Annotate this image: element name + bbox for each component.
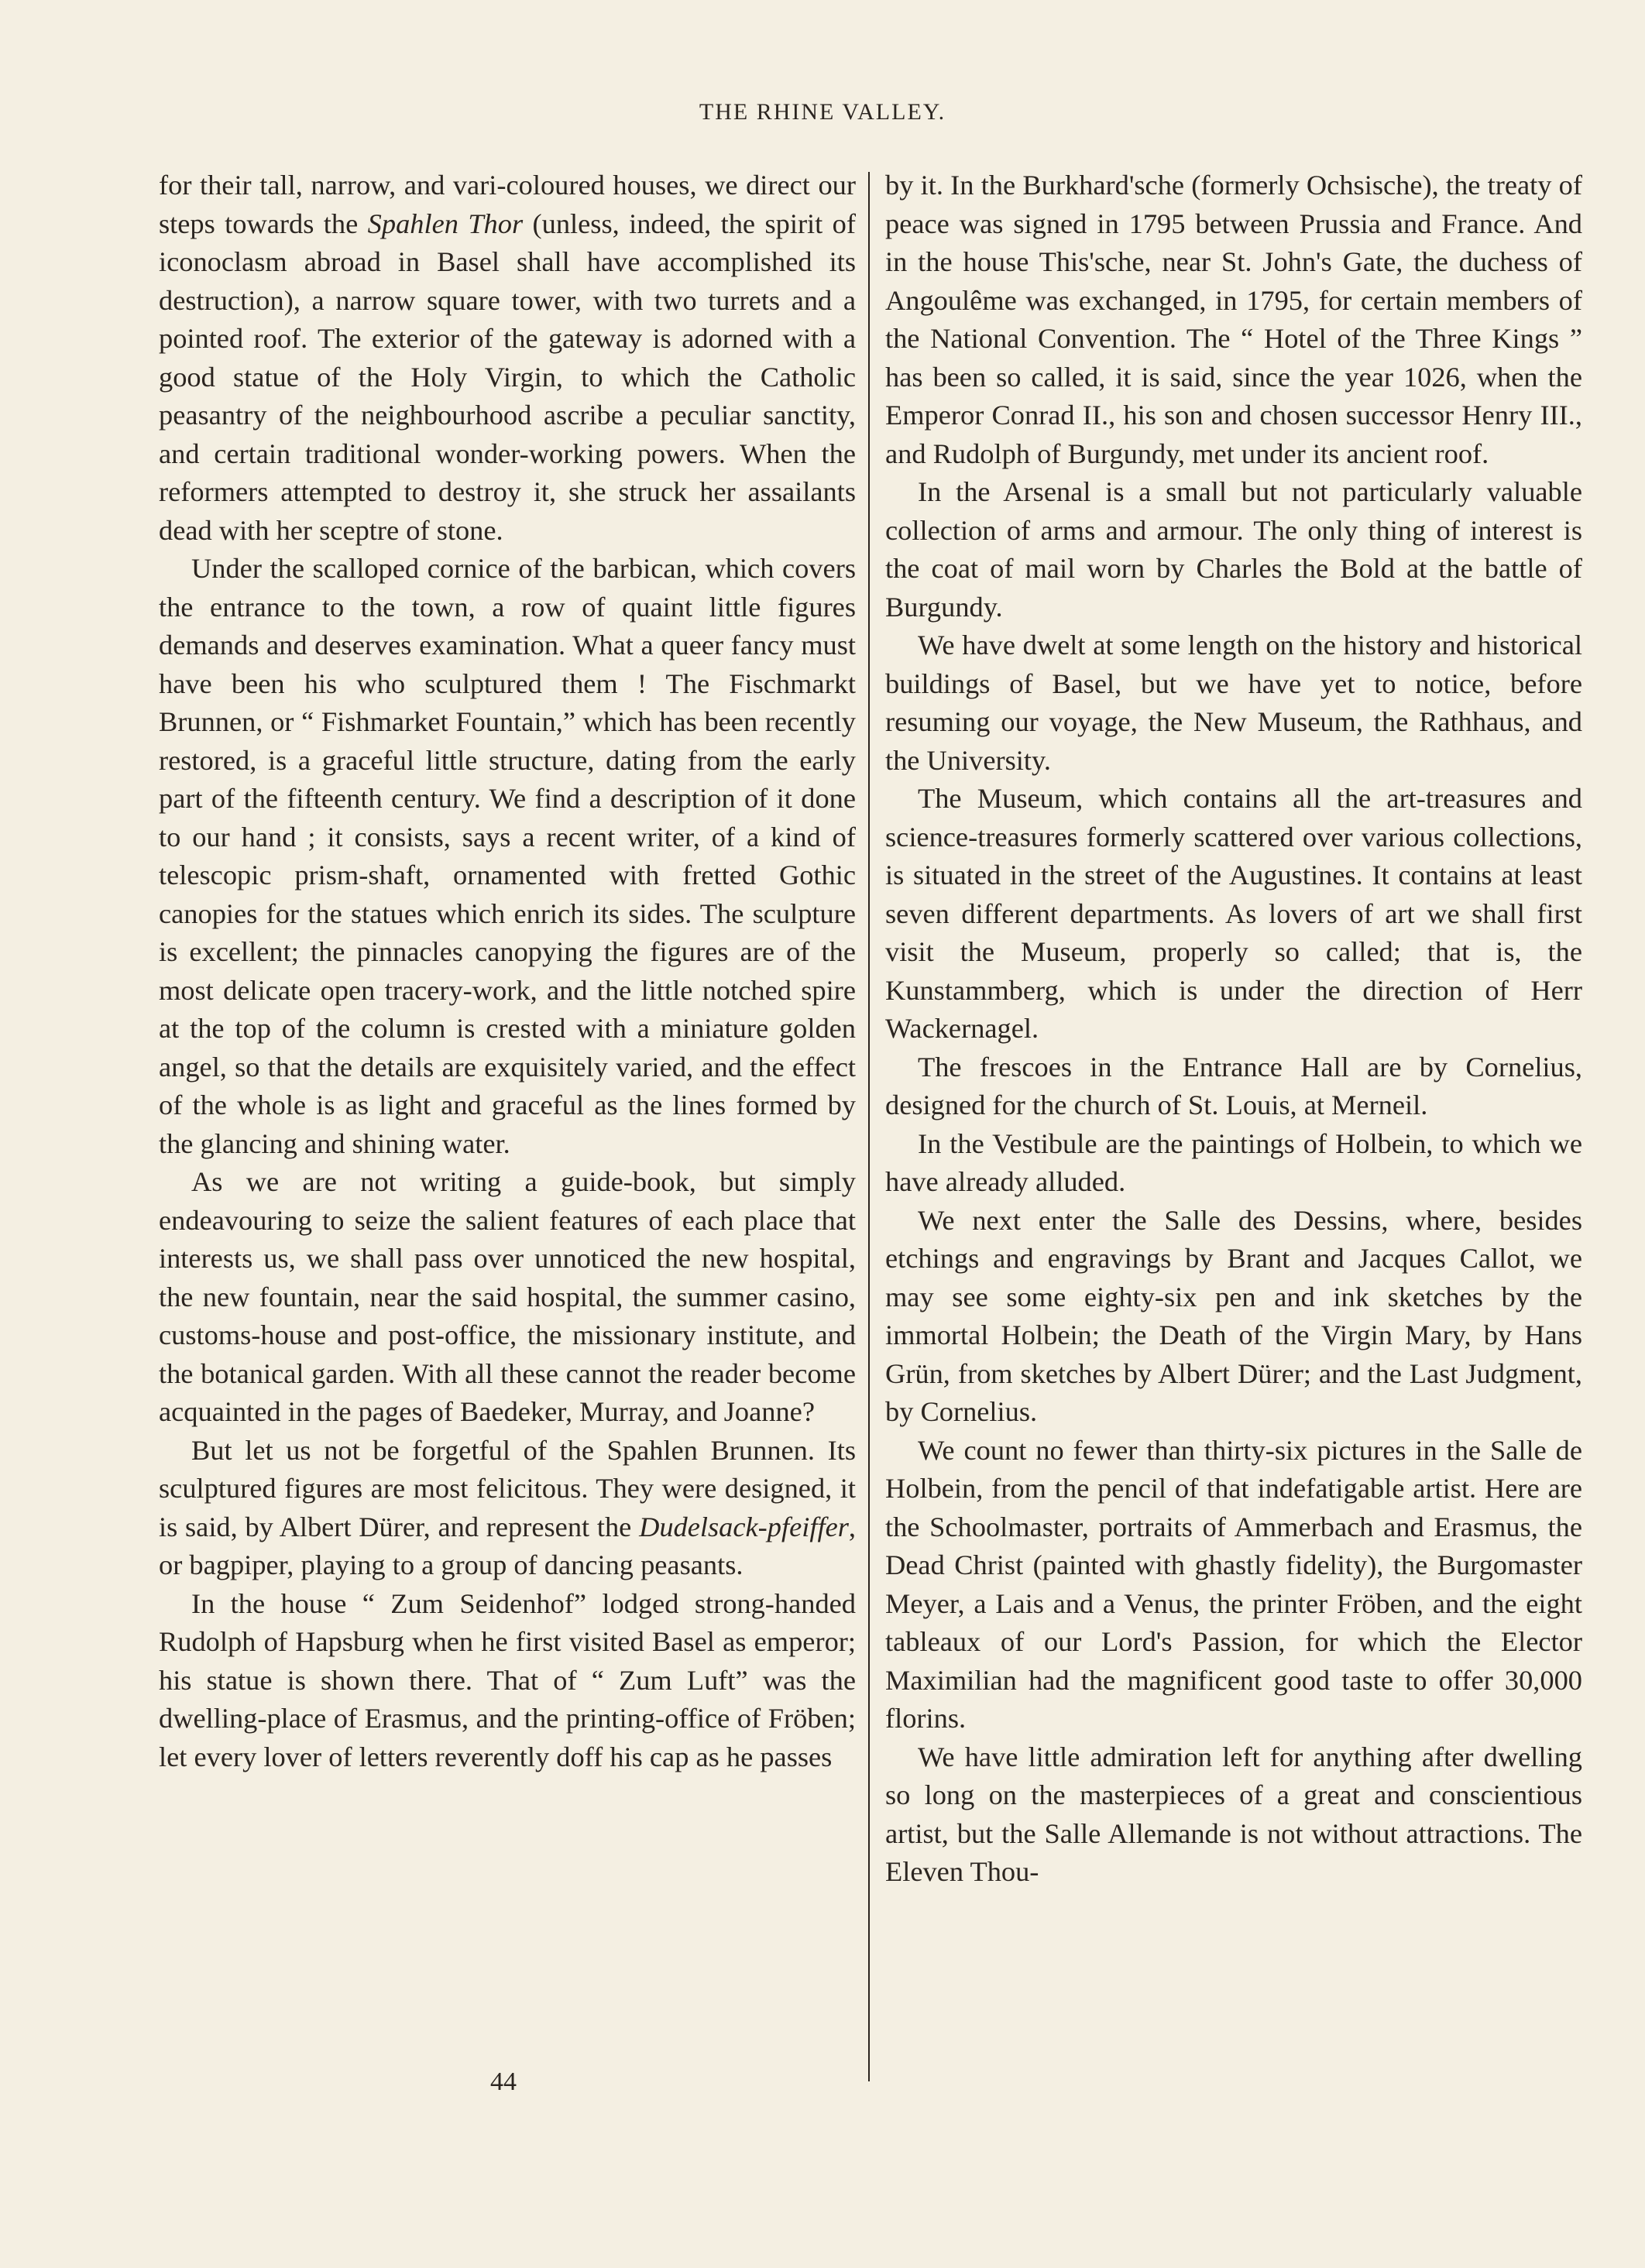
paragraph: In the Arsenal is a small but not particularly valuable collection of arms and armour. The only thing of interest is the coat of mail worn by Charles the Bold at the battle of Burgundy. <box>885 476 1582 623</box>
page-number: 44 <box>490 2067 517 2096</box>
paragraph: Under the scalloped cornice of the barbican, which covers the entrance to the town, a row of quaint little figures demands and deserves examination. What a queer fancy must have been his who sculptured them ! The Fischmarkt Brunnen, or “ Fishmarket Fountain,” which has been recently restored, is a graceful little structure, dating from the early part of the fifteenth century. We find a description of it done to our hand ; it consists, says a recent writer, of a kind of telescopic prism-shaft, ornamented with fretted Gothic canopies for the statues which enrich its sides. The sculpture is excellent; the pinnacles canopying the figures are of the most delicate open tracery-work, and the little notched spire at the top of the column is crested with a miniature golden angel, so that the details are exquisitely varied, and the effect of the whole is as light and graceful as the lines formed by the glancing and shining water. <box>159 553 856 1159</box>
paragraph: As we are not writing a guide-book, but simply endeavouring to seize the salient features of each place that interests us, we shall pass over unnoticed the new hospital, the new fountain, near the said hospital, the summer casino, customs-house and post-office, the missionary institute, and the botanical garden. With all these cannot the reader become acquainted in the pages of Baedeker, Murray, and Joanne? <box>159 1166 856 1427</box>
paragraph-text: for their tall, narrow, and vari-coloured houses, we direct our steps towards the <box>159 170 856 239</box>
paragraph: In the house “ Zum Seidenhof” lodged strong-handed Rudolph of Hapsburg when he first visited Basel as emperor; his statue is shown there. That of “ Zum Luft” was the dwelling-place of Erasmus, and the printing-office of Fröben; let every lover of letters reverently doff his cap as he passes <box>159 1587 856 1772</box>
italic-term: Spahlen Thor <box>367 208 524 239</box>
paragraph: We next enter the Salle des Dessins, where, besides etchings and engravings by Brant and Jacques Callot, we may see some eighty-six pen and ink sketches by the immortal Holbein; the Death of the Virgin Mary, by Hans Grün, from sketches by Albert Dürer; and the Last Judgment, by Cornelius. <box>885 1204 1582 1427</box>
paragraph: We have dwelt at some length on the history and historical buildings of Basel, but we have yet to notice, before resuming our voyage, the New Museum, the Rathhaus, and the University. <box>885 630 1582 776</box>
running-title: THE RHINE VALLEY. <box>699 99 946 125</box>
paragraph-text: But let us not be forgetful of the Spahlen Brunnen. Its sculptured figures are most felicitous. They were designed, it is said, by Albert Dürer, and represent the <box>159 1434 856 1542</box>
paragraph-text: (unless, indeed, the spirit of iconoclasm abroad in Basel shall have accomplished its destruction), a narrow square tower, with two turrets and a pointed roof. The exterior of the gateway is adorned with a good statue of the Holy Virgin, to which the Catholic peasantry of the neighbourhood ascribe a peculiar sanctity, and certain traditional wonder-working powers. When the reformers attempted to destroy it, she struck her assailants dead with her sceptre of stone. <box>159 208 856 546</box>
paragraph <box>159 1432 856 1585</box>
paragraph: by it. In the Burkhard'sche (formerly Ochsische), the treaty of peace was signed in 1795 between Prussia and France. And in the house This'sche, near St. John's Gate, the duchess of Angoulême was exchanged, in 1795, for certain members of the National Convention. The “ Hotel of the Three Kings ” has been so called, it is said, since the year 1026, when the Emperor Conrad II., his son and chosen successor Henry III., and Rudolph of Burgundy, met under its ancient roof. <box>885 170 1582 469</box>
paragraph: We have little admiration left for anything after dwelling so long on the masterpieces of a great and conscientious artist, but the Salle Allemande is not without attractions. The Eleven Thou- <box>885 1741 1582 1887</box>
left-column <box>159 166 856 1776</box>
paragraph: The Museum, which contains all the art-treasures and science-treasures formerly scattered over various collections, is situated in the street of the Augustines. It contains at least seven different departments. As lovers of art we shall first visit the Museum, properly so called; that is, the Kunstammberg, which is under the direction of Herr Wackernagel. <box>885 783 1582 1044</box>
column-divider <box>868 172 870 2081</box>
paragraph-text: , or bagpiper, playing to a group of dancing peasants. <box>159 1511 856 1580</box>
paragraph: In the Vestibule are the paintings of Holbein, to which we have already alluded. <box>885 1127 1582 1197</box>
italic-term: Dudelsack-pfeiffer <box>639 1511 849 1542</box>
paragraph: We count no fewer than thirty-six pictures in the Salle de Holbein, from the pencil of that indefatigable artist. Here are the Schoolmaster, portraits of Ammerbach and Erasmus, the Dead Christ (painted with ghastly fidelity), the Burgomaster Meyer, a Lais and a Venus, the printer Fröben, and the eight tableaux of our Lord's Passion, for which the Elector Maximilian had the magnificent good taste to offer 30,000 florins. <box>885 1434 1582 1734</box>
right-column <box>885 166 1582 1892</box>
paragraph <box>159 166 856 550</box>
paragraph: The frescoes in the Entrance Hall are by Cornelius, designed for the church of St. Louis, at Merneil. <box>885 1051 1582 1120</box>
